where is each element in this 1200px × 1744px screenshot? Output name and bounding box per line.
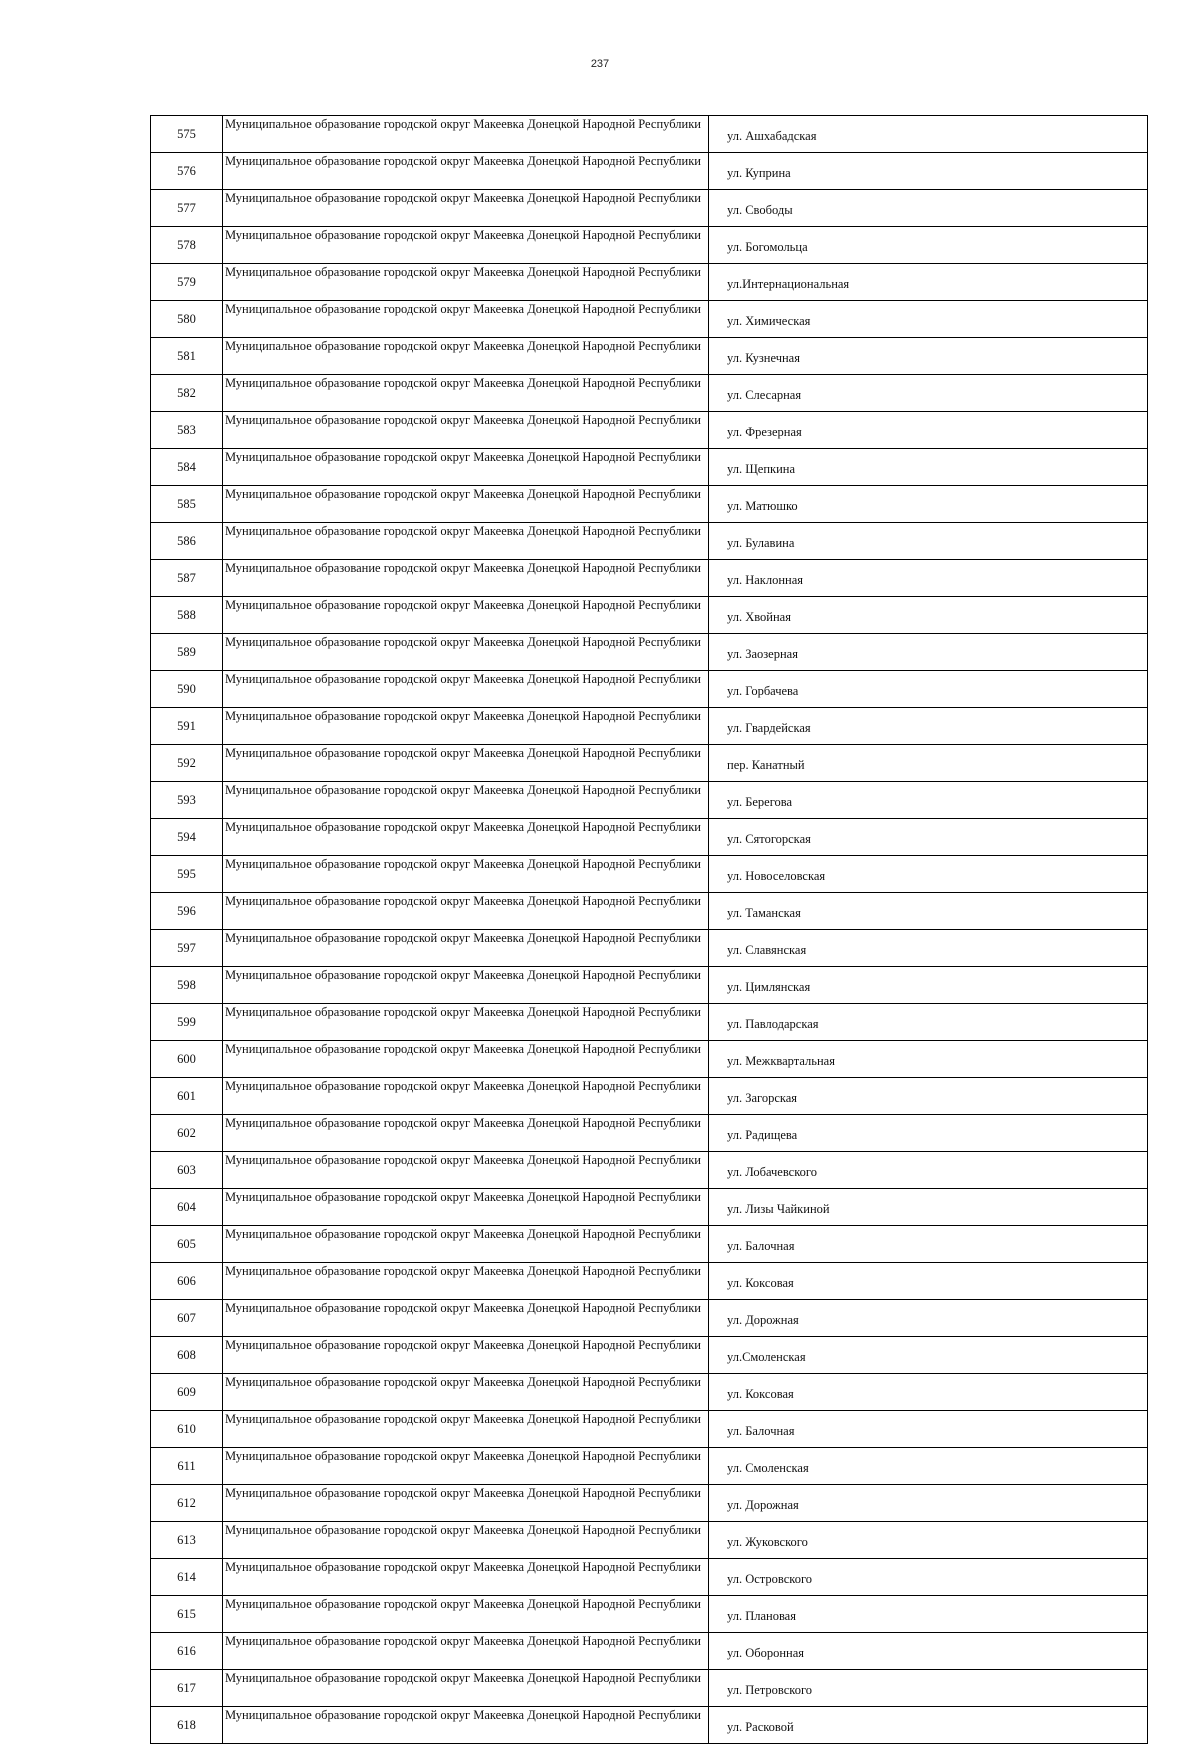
municipality-cell: Муниципальное образование городской округ Макеевка Донецкой Народной Республики xyxy=(223,1115,709,1152)
municipality-cell: Муниципальное образование городской округ Макеевка Донецкой Народной Республики xyxy=(223,1485,709,1522)
municipality-cell: Муниципальное образование городской округ Макеевка Донецкой Народной Республики xyxy=(223,856,709,893)
street-cell: ул. Балочная xyxy=(709,1411,1148,1448)
municipality-cell: Муниципальное образование городской округ Макеевка Донецкой Народной Республики xyxy=(223,930,709,967)
table-row xyxy=(151,227,1148,264)
row-number-cell: 576 xyxy=(151,153,223,190)
street-cell: ул. Лобачевского xyxy=(709,1152,1148,1189)
table-body xyxy=(151,116,1148,1744)
table-row xyxy=(151,597,1148,634)
street-cell: ул. Слесарная xyxy=(709,375,1148,412)
street-cell: ул. Жуковского xyxy=(709,1522,1148,1559)
table-row xyxy=(151,1596,1148,1633)
row-number-cell: 612 xyxy=(151,1485,223,1522)
table-row xyxy=(151,930,1148,967)
street-cell: ул. Свободы xyxy=(709,190,1148,227)
row-number-cell: 588 xyxy=(151,597,223,634)
street-cell: ул. Оборонная xyxy=(709,1633,1148,1670)
municipality-cell: Муниципальное образование городской округ Макеевка Донецкой Народной Республики xyxy=(223,1448,709,1485)
row-number-cell: 597 xyxy=(151,930,223,967)
table-row xyxy=(151,634,1148,671)
table-row xyxy=(151,1633,1148,1670)
street-cell: ул. Дорожная xyxy=(709,1485,1148,1522)
street-cell: ул. Островского xyxy=(709,1559,1148,1596)
street-cell: ул. Межквартальная xyxy=(709,1041,1148,1078)
municipality-cell: Муниципальное образование городской округ Макеевка Донецкой Народной Республики xyxy=(223,153,709,190)
row-number-cell: 596 xyxy=(151,893,223,930)
page-number: 237 xyxy=(590,58,610,70)
row-number-cell: 583 xyxy=(151,412,223,449)
street-cell: ул. Новоселовская xyxy=(709,856,1148,893)
table-row xyxy=(151,1226,1148,1263)
street-cell: ул. Балочная xyxy=(709,1226,1148,1263)
table-row xyxy=(151,1189,1148,1226)
street-cell: ул. Щепкина xyxy=(709,449,1148,486)
municipality-cell: Муниципальное образование городской округ Макеевка Донецкой Народной Республики xyxy=(223,1374,709,1411)
row-number-cell: 599 xyxy=(151,1004,223,1041)
municipality-cell: Муниципальное образование городской округ Макеевка Донецкой Народной Республики xyxy=(223,634,709,671)
street-cell: ул. Смоленская xyxy=(709,1448,1148,1485)
row-number-cell: 579 xyxy=(151,264,223,301)
row-number-cell: 587 xyxy=(151,560,223,597)
street-cell: ул. Петровского xyxy=(709,1670,1148,1707)
street-cell: ул. Горбачева xyxy=(709,671,1148,708)
row-number-cell: 575 xyxy=(151,116,223,153)
municipality-cell: Муниципальное образование городской округ Макеевка Донецкой Народной Республики xyxy=(223,1226,709,1263)
municipality-cell: Муниципальное образование городской округ Макеевка Донецкой Народной Республики xyxy=(223,1189,709,1226)
row-number-cell: 616 xyxy=(151,1633,223,1670)
municipality-cell: Муниципальное образование городской округ Макеевка Донецкой Народной Республики xyxy=(223,1670,709,1707)
row-number-cell: 593 xyxy=(151,782,223,819)
municipality-cell: Муниципальное образование городской округ Макеевка Донецкой Народной Республики xyxy=(223,227,709,264)
table-row xyxy=(151,1485,1148,1522)
municipality-cell: Муниципальное образование городской округ Макеевка Донецкой Народной Республики xyxy=(223,1337,709,1374)
table-row xyxy=(151,1115,1148,1152)
row-number-cell: 604 xyxy=(151,1189,223,1226)
street-cell: ул. Дорожная xyxy=(709,1300,1148,1337)
street-cell: ул. Куприна xyxy=(709,153,1148,190)
row-number-cell: 609 xyxy=(151,1374,223,1411)
municipality-cell: Муниципальное образование городской округ Макеевка Донецкой Народной Республики xyxy=(223,1004,709,1041)
municipality-cell: Муниципальное образование городской округ Макеевка Донецкой Народной Республики xyxy=(223,967,709,1004)
street-cell: ул. Коксовая xyxy=(709,1263,1148,1300)
table-row xyxy=(151,1374,1148,1411)
row-number-cell: 602 xyxy=(151,1115,223,1152)
row-number-cell: 601 xyxy=(151,1078,223,1115)
table-row xyxy=(151,116,1148,153)
street-cell: ул. Булавина xyxy=(709,523,1148,560)
table-row xyxy=(151,1300,1148,1337)
municipality-cell: Муниципальное образование городской округ Макеевка Донецкой Народной Республики xyxy=(223,893,709,930)
row-number-cell: 585 xyxy=(151,486,223,523)
street-cell: ул. Славянская xyxy=(709,930,1148,967)
municipality-cell: Муниципальное образование городской округ Макеевка Донецкой Народной Республики xyxy=(223,1707,709,1744)
table-row xyxy=(151,412,1148,449)
municipality-cell: Муниципальное образование городской округ Макеевка Донецкой Народной Республики xyxy=(223,375,709,412)
municipality-cell: Муниципальное образование городской округ Макеевка Донецкой Народной Республики xyxy=(223,745,709,782)
table-row xyxy=(151,1152,1148,1189)
municipality-cell: Муниципальное образование городской округ Макеевка Донецкой Народной Республики xyxy=(223,819,709,856)
municipality-cell: Муниципальное образование городской округ Макеевка Донецкой Народной Республики xyxy=(223,1633,709,1670)
street-cell: ул. Загорская xyxy=(709,1078,1148,1115)
row-number-cell: 580 xyxy=(151,301,223,338)
municipality-cell: Муниципальное образование городской округ Макеевка Донецкой Народной Республики xyxy=(223,116,709,153)
row-number-cell: 582 xyxy=(151,375,223,412)
table-row xyxy=(151,782,1148,819)
street-cell: ул. Цимлянская xyxy=(709,967,1148,1004)
row-number-cell: 598 xyxy=(151,967,223,1004)
street-cell: ул. Сятогорская xyxy=(709,819,1148,856)
street-registry-table xyxy=(150,115,1148,1744)
table-row xyxy=(151,745,1148,782)
row-number-cell: 608 xyxy=(151,1337,223,1374)
table-row xyxy=(151,486,1148,523)
table-row xyxy=(151,893,1148,930)
row-number-cell: 589 xyxy=(151,634,223,671)
municipality-cell: Муниципальное образование городской округ Макеевка Донецкой Народной Республики xyxy=(223,1559,709,1596)
table-row xyxy=(151,967,1148,1004)
row-number-cell: 591 xyxy=(151,708,223,745)
table-row xyxy=(151,560,1148,597)
row-number-cell: 613 xyxy=(151,1522,223,1559)
table-row xyxy=(151,449,1148,486)
municipality-cell: Муниципальное образование городской округ Макеевка Донецкой Народной Республики xyxy=(223,671,709,708)
municipality-cell: Муниципальное образование городской округ Макеевка Донецкой Народной Республики xyxy=(223,190,709,227)
municipality-cell: Муниципальное образование городской округ Макеевка Донецкой Народной Республики xyxy=(223,1152,709,1189)
street-cell: ул. Химическая xyxy=(709,301,1148,338)
municipality-cell: Муниципальное образование городской округ Макеевка Донецкой Народной Республики xyxy=(223,1078,709,1115)
street-cell: ул. Берегова xyxy=(709,782,1148,819)
row-number-cell: 610 xyxy=(151,1411,223,1448)
table-row xyxy=(151,708,1148,745)
table-row xyxy=(151,1263,1148,1300)
street-cell: ул. Матюшко xyxy=(709,486,1148,523)
municipality-cell: Муниципальное образование городской округ Макеевка Донецкой Народной Республики xyxy=(223,486,709,523)
table-row xyxy=(151,1041,1148,1078)
row-number-cell: 577 xyxy=(151,190,223,227)
table-row xyxy=(151,153,1148,190)
street-cell: ул.Интернациональная xyxy=(709,264,1148,301)
row-number-cell: 607 xyxy=(151,1300,223,1337)
row-number-cell: 611 xyxy=(151,1448,223,1485)
municipality-cell: Муниципальное образование городской округ Макеевка Донецкой Народной Республики xyxy=(223,1263,709,1300)
street-cell: пер. Канатный xyxy=(709,745,1148,782)
table-row xyxy=(151,1337,1148,1374)
street-cell: ул. Павлодарская xyxy=(709,1004,1148,1041)
row-number-cell: 595 xyxy=(151,856,223,893)
row-number-cell: 617 xyxy=(151,1670,223,1707)
street-cell: ул. Радищева xyxy=(709,1115,1148,1152)
street-cell: ул.Смоленская xyxy=(709,1337,1148,1374)
table-row xyxy=(151,1411,1148,1448)
row-number-cell: 600 xyxy=(151,1041,223,1078)
table-row xyxy=(151,1559,1148,1596)
municipality-cell: Муниципальное образование городской округ Макеевка Донецкой Народной Республики xyxy=(223,1041,709,1078)
street-cell: ул. Таманская xyxy=(709,893,1148,930)
row-number-cell: 618 xyxy=(151,1707,223,1744)
row-number-cell: 606 xyxy=(151,1263,223,1300)
table-row xyxy=(151,1004,1148,1041)
row-number-cell: 592 xyxy=(151,745,223,782)
street-cell: ул. Заозерная xyxy=(709,634,1148,671)
row-number-cell: 605 xyxy=(151,1226,223,1263)
street-cell: ул. Плановая xyxy=(709,1596,1148,1633)
municipality-cell: Муниципальное образование городской округ Макеевка Донецкой Народной Республики xyxy=(223,412,709,449)
table-row xyxy=(151,1078,1148,1115)
municipality-cell: Муниципальное образование городской округ Макеевка Донецкой Народной Республики xyxy=(223,708,709,745)
street-cell: ул. Лизы Чайкиной xyxy=(709,1189,1148,1226)
row-number-cell: 594 xyxy=(151,819,223,856)
municipality-cell: Муниципальное образование городской округ Макеевка Донецкой Народной Республики xyxy=(223,560,709,597)
table-row xyxy=(151,375,1148,412)
municipality-cell: Муниципальное образование городской округ Макеевка Донецкой Народной Республики xyxy=(223,264,709,301)
table-row xyxy=(151,1522,1148,1559)
table-row xyxy=(151,338,1148,375)
table-row xyxy=(151,190,1148,227)
street-cell: ул. Фрезерная xyxy=(709,412,1148,449)
municipality-cell: Муниципальное образование городской округ Макеевка Донецкой Народной Республики xyxy=(223,1522,709,1559)
table-row xyxy=(151,1448,1148,1485)
row-number-cell: 590 xyxy=(151,671,223,708)
street-cell: ул. Хвойная xyxy=(709,597,1148,634)
table-row xyxy=(151,856,1148,893)
row-number-cell: 581 xyxy=(151,338,223,375)
row-number-cell: 614 xyxy=(151,1559,223,1596)
row-number-cell: 584 xyxy=(151,449,223,486)
table-row xyxy=(151,819,1148,856)
municipality-cell: Муниципальное образование городской округ Макеевка Донецкой Народной Республики xyxy=(223,1300,709,1337)
street-cell: ул. Богомольца xyxy=(709,227,1148,264)
table-row xyxy=(151,671,1148,708)
table-row xyxy=(151,301,1148,338)
street-cell: ул. Наклонная xyxy=(709,560,1148,597)
table-row xyxy=(151,264,1148,301)
row-number-cell: 603 xyxy=(151,1152,223,1189)
street-cell: ул. Коксовая xyxy=(709,1374,1148,1411)
row-number-cell: 578 xyxy=(151,227,223,264)
municipality-cell: Муниципальное образование городской округ Макеевка Донецкой Народной Республики xyxy=(223,523,709,560)
municipality-cell: Муниципальное образование городской округ Макеевка Донецкой Народной Республики xyxy=(223,338,709,375)
municipality-cell: Муниципальное образование городской округ Макеевка Донецкой Народной Республики xyxy=(223,597,709,634)
table-row xyxy=(151,1707,1148,1744)
street-cell: ул. Гвардейская xyxy=(709,708,1148,745)
municipality-cell: Муниципальное образование городской округ Макеевка Донецкой Народной Республики xyxy=(223,301,709,338)
table-row xyxy=(151,523,1148,560)
row-number-cell: 586 xyxy=(151,523,223,560)
street-cell: ул. Кузнечная xyxy=(709,338,1148,375)
municipality-cell: Муниципальное образование городской округ Макеевка Донецкой Народной Республики xyxy=(223,449,709,486)
street-cell: ул. Расковой xyxy=(709,1707,1148,1744)
municipality-cell: Муниципальное образование городской округ Макеевка Донецкой Народной Республики xyxy=(223,1411,709,1448)
municipality-cell: Муниципальное образование городской округ Макеевка Донецкой Народной Республики xyxy=(223,1596,709,1633)
row-number-cell: 615 xyxy=(151,1596,223,1633)
table-row xyxy=(151,1670,1148,1707)
street-cell: ул. Ашхабадская xyxy=(709,116,1148,153)
municipality-cell: Муниципальное образование городской округ Макеевка Донецкой Народной Республики xyxy=(223,782,709,819)
